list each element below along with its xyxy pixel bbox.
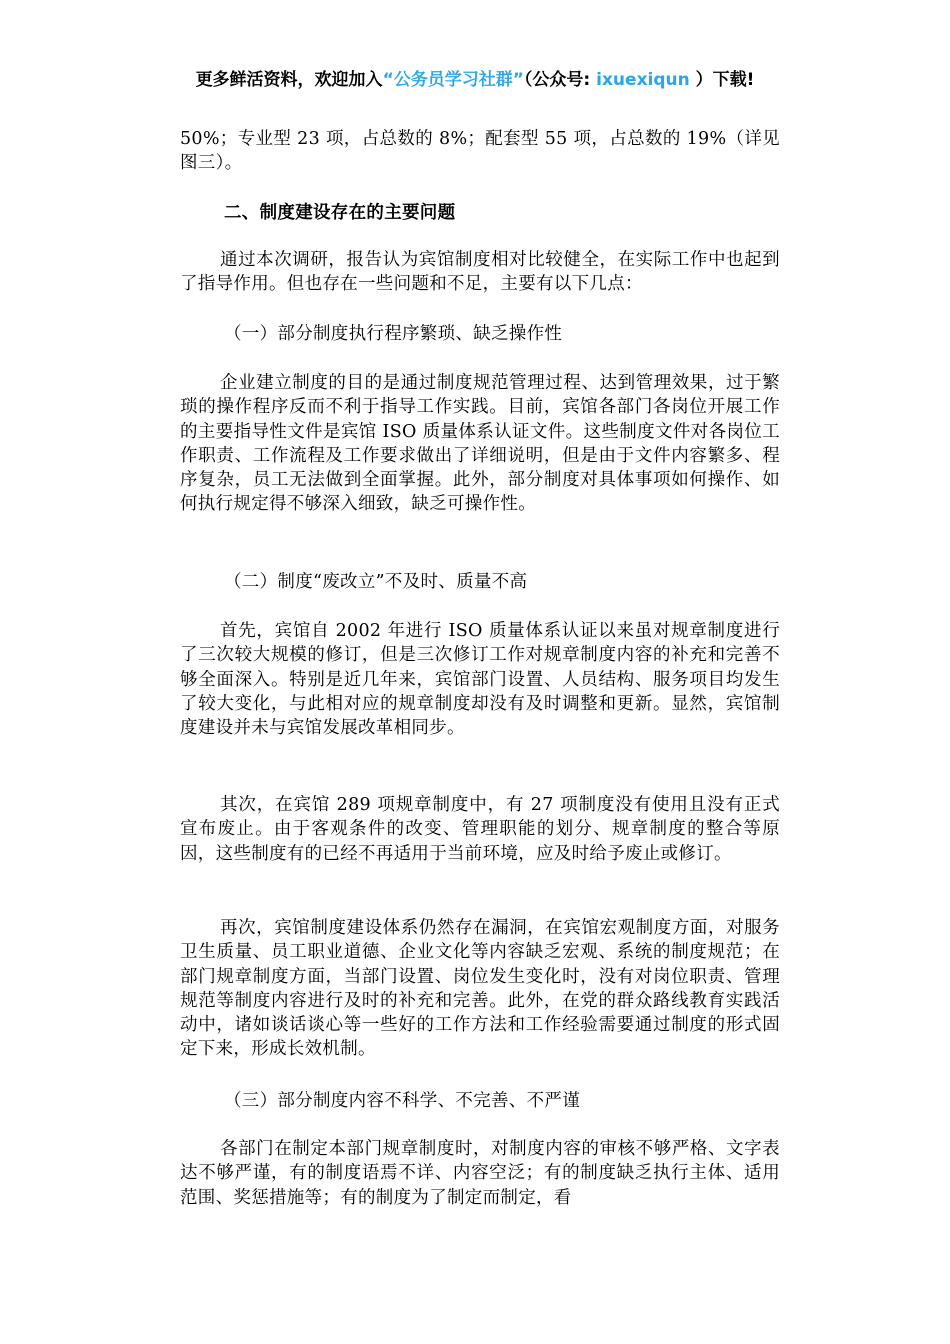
subsection-2-paragraph-3: 再次，宾馆制度建设体系仍然存在漏洞，在宾馆宏观制度方面，对服务卫生质量、员工职业道德、企业文化等内容缺乏宏观、系统的制度规范；在部门规章制度方面，当部门设置、岗位发生变化时，没有对岗位职责、管理规范等制度内容进行及时的补充和完善。此外，在党的群众路线教育实践活动中，诸如谈话谈心等一些好的工作方法和工作经验需要通过制度的形式固定下来，形成长效机制。 — [180, 918, 780, 1060]
subsection-2-title: （二）制度“废改立”不及时、质量不高 — [224, 572, 528, 592]
subsection-2-body-2 — [180, 793, 780, 866]
section-2-title: 二、制度建设存在的主要问题 — [224, 203, 456, 223]
intro-continuation: 50%；专业型 23 项，占总数的 8%；配套型 55 项，占总数的 19%（详见图三）。 — [180, 129, 780, 174]
section-heading-block — [180, 201, 780, 225]
subsection-1-body — [180, 371, 780, 517]
subsection-2-heading-block — [180, 570, 780, 594]
subsection-2-body-1 — [180, 619, 780, 740]
subsection-2-paragraph-2: 其次，在宾馆 289 项规章制度中，有 27 项制度没有使用且没有正式宣布废止。由于客观条件的改变、管理职能的划分、规章制度的整合等原因，这些制度有的已经不再适用于当前环境，应及时给予废止或修订。 — [180, 795, 780, 864]
subsection-3-heading-block — [180, 1089, 780, 1113]
banner-mid: （公众号: — [523, 70, 597, 90]
banner-community-name: “公务员学习社群” — [382, 70, 524, 90]
subsection-2-body-3 — [180, 916, 780, 1062]
promo-banner — [0, 68, 950, 92]
subsection-3-body — [180, 1137, 780, 1210]
banner-account: ixuexiqun — [596, 70, 690, 90]
subsection-2-paragraph-1: 首先，宾馆自 2002 年进行 ISO 质量体系认证以来虽对规章制度进行了三次较大规模的修订，但是三次修订工作对规章制度内容的补充和完善不够全面深入。特别是近几年来，宾馆部门设置、人员结构、服务项目均发生了较大变化，与此相对应的规章制度却没有及时调整和更新。显然，宾馆制度建设并未与宾馆发展改革相同步。 — [180, 621, 780, 739]
banner-prefix: 更多鲜活资料，欢迎加入 — [195, 70, 383, 90]
subsection-1-paragraph: 企业建立制度的目的是通过制度规范管理过程、达到管理效果，过于繁琐的操作程序反而不利于指导工作实践。目前，宾馆各部门各岗位开展工作的主要指导性文件是宾馆 ISO 质量体系认证文件。这些制度文件对各岗位工作职责、工作流程及工作要求做出了详细说明，但是由于文件内容繁多、程序复杂，员工无法做到全面掌握。此外，部分制度对具体事项如何操作、如何执行规定得不够深入细致，缺乏可操作性。 — [180, 373, 780, 515]
subsection-1-heading-block — [180, 322, 780, 346]
section-2-intro: 通过本次调研，报告认为宾馆制度相对比较健全，在实际工作中也起到了指导作用。但也存在一些问题和不足，主要有以下几点： — [180, 250, 780, 295]
subsection-3-title: （三）部分制度内容不科学、不完善、不严谨 — [224, 1091, 580, 1111]
section-intro-block — [180, 248, 780, 297]
banner-suffix: ）下载! — [695, 70, 755, 90]
intro-continuation-block — [180, 127, 780, 176]
subsection-1-title: （一）部分制度执行程序繁琐、缺乏操作性 — [224, 324, 563, 344]
subsection-3-paragraph: 各部门在制定本部门规章制度时，对制度内容的审核不够严格、文字表达不够严谨，有的制度语焉不详、内容空泛；有的制度缺乏执行主体、适用范围、奖惩措施等；有的制度为了制定而制定，看 — [180, 1139, 780, 1208]
